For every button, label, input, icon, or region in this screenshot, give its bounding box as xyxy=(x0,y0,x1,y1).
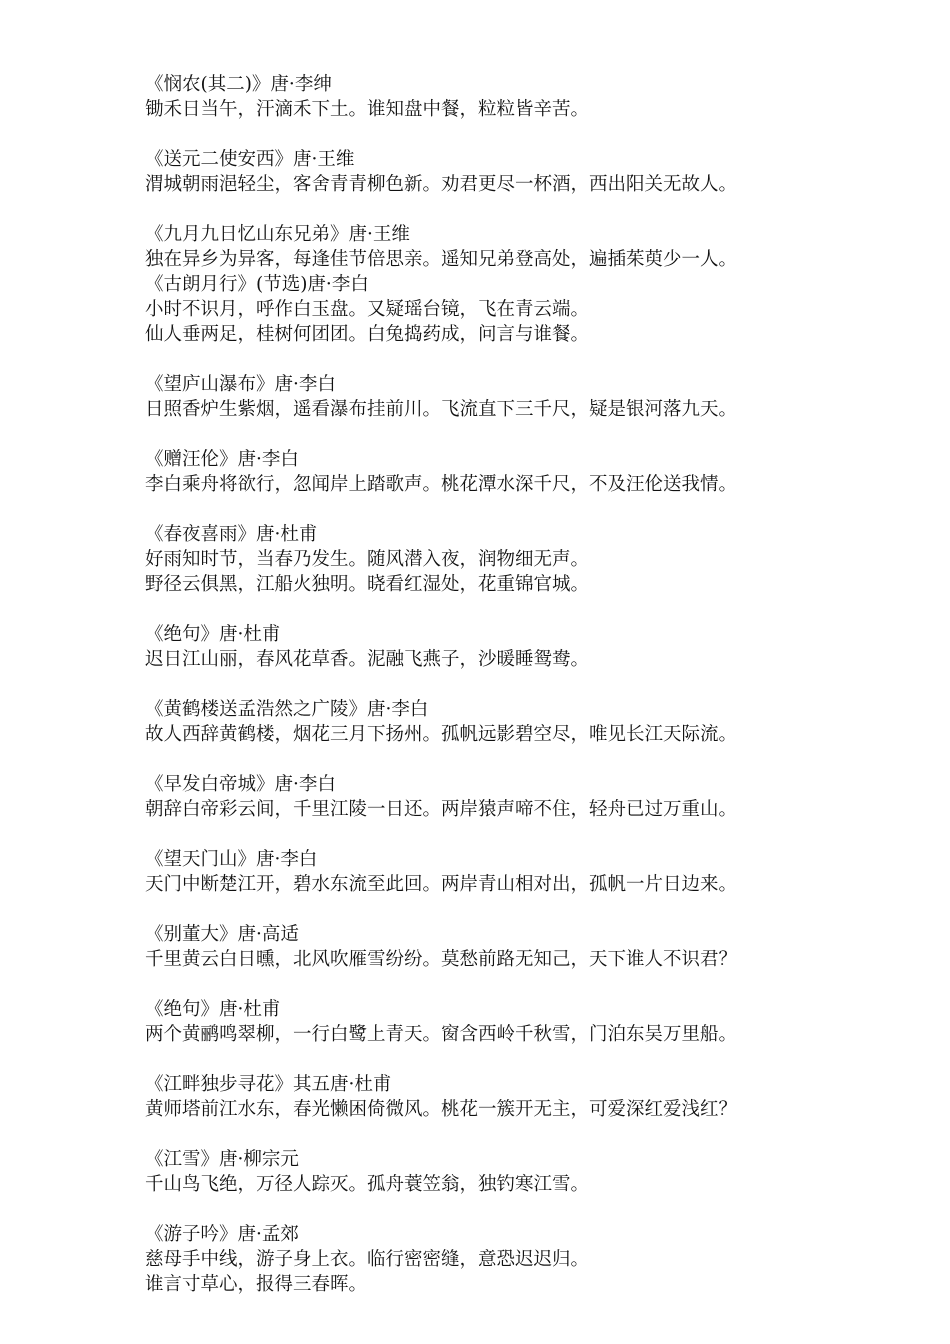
poem-text-line: 李白乘舟将欲行，忽闻岸上踏歌声。桃花潭水深千尺，不及汪伦送我情。 xyxy=(145,474,738,495)
poem-text-line: 慈母手中线，游子身上衣。临行密密缝，意恐迟迟归。 xyxy=(145,1249,590,1270)
blank-line xyxy=(145,497,935,522)
poem-text-line: 千里黄云白日曛，北风吹雁雪纷纷。莫愁前路无知己，天下谁人不识君？ xyxy=(145,949,738,970)
blank-line xyxy=(145,597,935,622)
poem-text-line: 锄禾日当午，汗滴禾下土。谁知盘中餐，粒粒皆辛苦。 xyxy=(145,99,590,120)
poem-title: 《送元二使安西》唐·王维 xyxy=(145,149,355,170)
poem-text-line: 谁言寸草心，报得三春晖。 xyxy=(145,1274,368,1295)
poem-text-line: 日照香炉生紫烟，遥看瀑布挂前川。飞流直下三千尺，疑是银河落九天。 xyxy=(145,399,738,420)
blank-line xyxy=(145,347,935,372)
blank-line xyxy=(145,747,935,772)
poem-title: 《绝句》唐·杜甫 xyxy=(145,624,281,645)
poem-title: 《春夜喜雨》唐·杜甫 xyxy=(145,524,318,545)
poem-title: 《悯农(其二)》唐·李绅 xyxy=(145,74,332,95)
blank-line xyxy=(145,197,935,222)
poem-title: 《游子吟》唐·孟郊 xyxy=(145,1224,299,1245)
poem-text-line: 迟日江山丽，春风花草香。泥融飞燕子，沙暖睡鸳鸯。 xyxy=(145,649,590,670)
blank-line xyxy=(145,897,935,922)
poem-text-line: 好雨知时节，当春乃发生。随风潜入夜，润物细无声。 xyxy=(145,549,590,570)
poem-text-line: 野径云俱黑，江船火独明。晓看红湿处，花重锦官城。 xyxy=(145,574,590,595)
poem-title: 《别董大》唐·高适 xyxy=(145,924,299,945)
poem-text-line: 两个黄鹂鸣翠柳，一行白鹭上青天。窗含西岭千秋雪，门泊东吴万里船。 xyxy=(145,1024,738,1045)
blank-line xyxy=(145,672,935,697)
blank-line xyxy=(145,1122,935,1147)
poem-text-line: 小时不识月，呼作白玉盘。又疑瑶台镜，飞在青云端。 xyxy=(145,299,590,320)
poem-text-line: 黄师塔前江水东，春光懒困倚微风。桃花一簇开无主，可爱深红爱浅红？ xyxy=(145,1099,738,1120)
poem-title: 《江雪》唐·柳宗元 xyxy=(145,1149,299,1170)
blank-line xyxy=(145,1047,935,1072)
poem-text-line: 渭城朝雨浥轻尘，客舍青青柳色新。劝君更尽一杯酒，西出阳关无故人。 xyxy=(145,174,738,195)
poem-title: 《黄鹤楼送孟浩然之广陵》唐·李白 xyxy=(145,699,429,720)
poem-title: 《江畔独步寻花》其五唐·杜甫 xyxy=(145,1074,392,1095)
poem-text-line: 故人西辞黄鹤楼，烟花三月下扬州。孤帆远影碧空尽，唯见长江天际流。 xyxy=(145,724,738,745)
poem-text-line: 千山鸟飞绝，万径人踪灭。孤舟蓑笠翁，独钓寒江雪。 xyxy=(145,1174,590,1195)
poem-text-line: 朝辞白帝彩云间，千里江陵一日还。两岸猿声啼不住，轻舟已过万重山。 xyxy=(145,799,738,820)
poem-text-line: 仙人垂两足，桂树何团团。白兔捣药成，问言与谁餐。 xyxy=(145,324,590,345)
poem-text-line: 独在异乡为异客，每逢佳节倍思亲。遥知兄弟登高处，遍插茱萸少一人。 xyxy=(145,249,738,270)
blank-line xyxy=(145,1197,935,1222)
poem-title: 《绝句》唐·杜甫 xyxy=(145,999,281,1020)
poem-title: 《望庐山瀑布》唐·李白 xyxy=(145,374,336,395)
blank-line xyxy=(145,822,935,847)
poem-title: 《早发白帝城》唐·李白 xyxy=(145,774,336,795)
poem-title: 《古朗月行》(节选)唐·李白 xyxy=(145,274,369,295)
blank-line xyxy=(145,422,935,447)
poem-title: 《九月九日忆山东兄弟》唐·王维 xyxy=(145,224,410,245)
blank-line xyxy=(145,122,935,147)
poem-title: 《赠汪伦》唐·李白 xyxy=(145,449,299,470)
blank-line xyxy=(145,972,935,997)
document-page xyxy=(145,72,935,1297)
poem-text-line: 天门中断楚江开，碧水东流至此回。两岸青山相对出，孤帆一片日边来。 xyxy=(145,874,738,895)
poem-title: 《望天门山》唐·李白 xyxy=(145,849,318,870)
